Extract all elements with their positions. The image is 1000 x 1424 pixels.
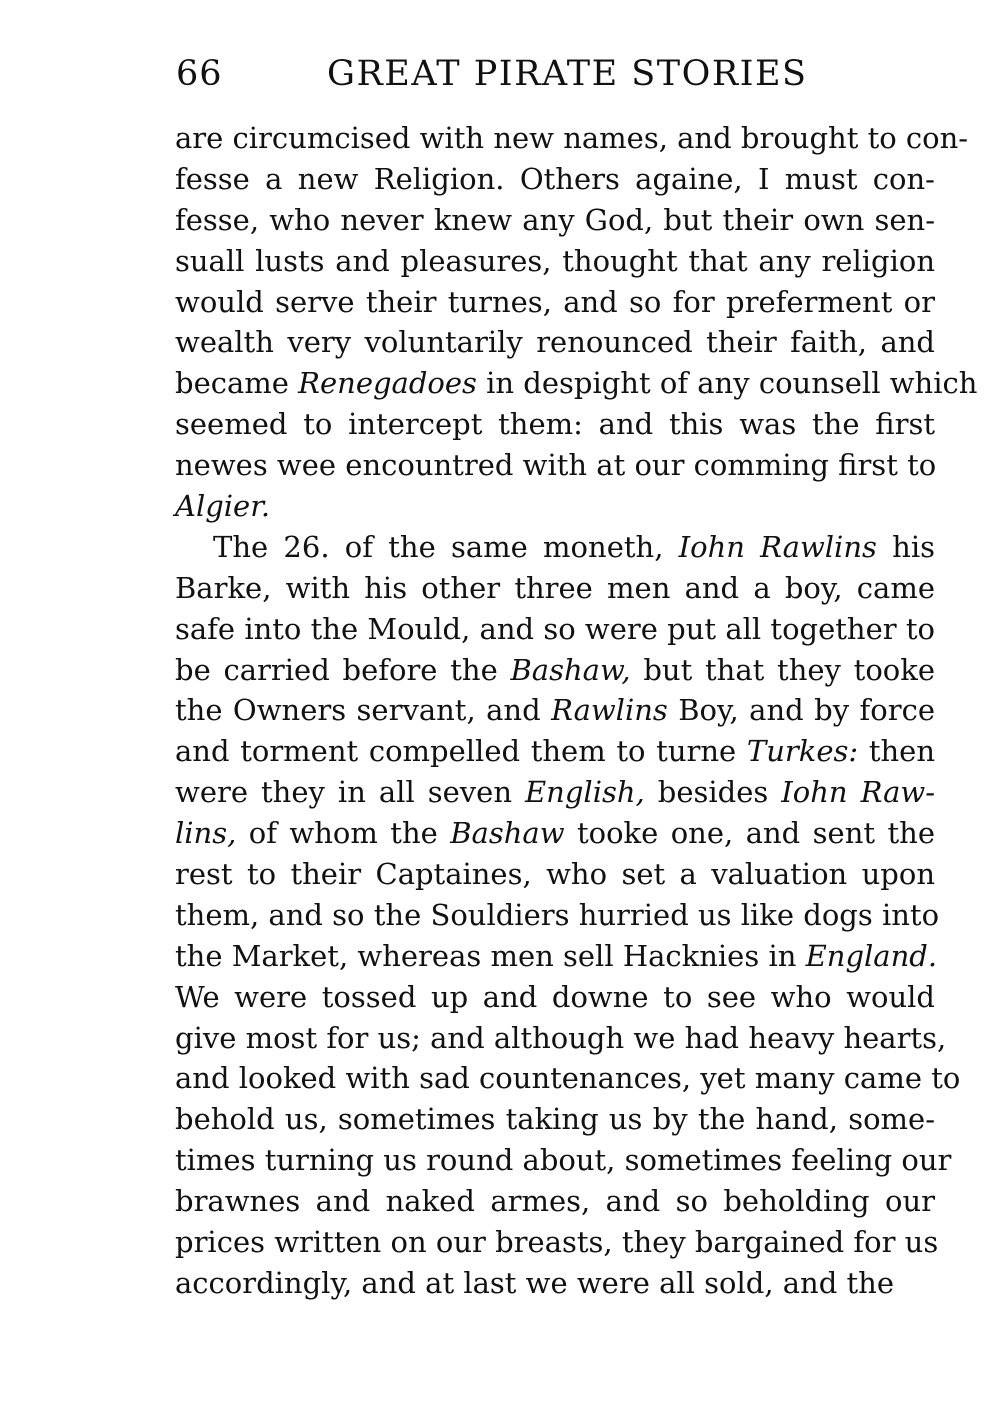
- text-segment: his: [876, 529, 935, 564]
- text-segment: and torment compelled them to turne: [175, 734, 747, 769]
- text-line: [175, 200, 935, 241]
- text-segment: fesse a new Religion. Others againe, I must con-: [175, 161, 935, 196]
- text-line: [175, 650, 935, 691]
- text-line: [175, 772, 935, 813]
- text-segment: would serve their turnes, and so for preferment or: [175, 284, 935, 319]
- text-line: [175, 282, 935, 323]
- text-line: [175, 1058, 961, 1099]
- text-line: [175, 363, 978, 404]
- text-segment: behold us, sometimes taking us by the hand, some-: [175, 1102, 935, 1137]
- text-segment: tooke one, and sent the: [564, 816, 935, 851]
- text-line: [175, 486, 935, 527]
- text-segment: The 26. of the same moneth,: [213, 529, 679, 564]
- text-line: [175, 404, 935, 445]
- italic-phrase: Iohn Rawlins: [678, 529, 877, 564]
- text-line: [175, 1222, 939, 1263]
- italic-phrase: Turkes:: [746, 734, 859, 769]
- text-line: [175, 1018, 947, 1059]
- italic-phrase: English,: [525, 775, 645, 810]
- text-line: [175, 527, 935, 568]
- italic-phrase: Iohn Raw-: [781, 775, 935, 810]
- text-line: [175, 159, 935, 200]
- text-segment: but that they tooke: [630, 652, 935, 687]
- text-line: [175, 1099, 935, 1140]
- italic-phrase: Rawlins: [551, 693, 668, 728]
- text-line: [175, 690, 935, 731]
- text-line: [175, 731, 935, 772]
- text-segment: accordingly, and at last we were all sold, and the: [175, 1265, 894, 1300]
- running-title: GREAT PIRATE STORIES: [327, 54, 808, 94]
- text-line: [175, 813, 935, 854]
- body-text: [175, 118, 978, 1304]
- text-segment: rest to their Captaines, who set a valuation upon: [175, 857, 935, 892]
- text-segment: safe into the Mould, and so were put all together to: [175, 611, 935, 646]
- text-line: [175, 854, 935, 895]
- text-segment: times turning us round about, sometimes feeling our: [175, 1143, 952, 1178]
- text-line: [175, 445, 935, 486]
- text-segment: suall lusts and pleasures, thought that any religion: [175, 243, 935, 278]
- italic-phrase: Renegadoes: [298, 366, 477, 401]
- text-segment: brawnes and naked armes, and so beholding our: [175, 1184, 935, 1219]
- text-line: [175, 241, 935, 282]
- text-line: [175, 609, 935, 650]
- text-segment: of whom the: [236, 816, 451, 851]
- text-line: [175, 1181, 935, 1222]
- text-segment: prices written on our breasts, they bargained for us: [175, 1225, 939, 1260]
- text-segment: seemed to intercept them: and this was the first: [175, 407, 935, 442]
- italic-phrase: Bashaw,: [510, 652, 631, 687]
- text-segment: Barke, with his other three men and a boy, came: [175, 570, 935, 605]
- text-segment: are circumcised with new names, and brought to con-: [175, 121, 969, 155]
- text-segment: them, and so the Souldiers hurried us like dogs into: [175, 897, 940, 932]
- text-segment: Boy, and by force: [667, 693, 935, 728]
- text-segment: give most for us; and although we had heavy hearts,: [175, 1020, 947, 1055]
- text-segment: We were tossed up and downe to see who would: [175, 979, 935, 1014]
- text-line: [175, 118, 969, 159]
- text-segment: became: [175, 366, 299, 401]
- text-segment: fesse, who never knew any God, but their own sen-: [175, 202, 935, 237]
- italic-phrase: Algier.: [175, 489, 271, 524]
- text-segment: and looked with sad countenances, yet many came to: [175, 1061, 961, 1096]
- page-header: [176, 52, 936, 96]
- text-segment: be carried before the: [175, 652, 511, 687]
- text-segment: the Market, whereas men sell Hacknies in: [175, 938, 806, 973]
- text-segment: then: [858, 734, 935, 769]
- text-segment: in despight of any counsell which: [476, 366, 978, 401]
- text-segment: were they in all seven: [175, 775, 526, 810]
- text-line: [175, 322, 935, 363]
- text-segment: wealth very voluntarily renounced their faith, and: [175, 325, 935, 360]
- text-segment: newes wee encountred with at our comming first to: [175, 448, 937, 483]
- text-segment: the Owners servant, and: [175, 693, 552, 728]
- text-line: [175, 895, 940, 936]
- italic-phrase: lins,: [175, 816, 237, 851]
- text-line: [175, 1140, 952, 1181]
- text-line: [175, 568, 935, 609]
- text-line: [175, 1263, 935, 1304]
- italic-phrase: England.: [805, 938, 938, 973]
- text-line: [175, 977, 935, 1018]
- text-segment: besides: [644, 775, 782, 810]
- text-line: [175, 936, 938, 977]
- page-number: 66: [176, 54, 223, 94]
- italic-phrase: Bashaw: [450, 816, 565, 851]
